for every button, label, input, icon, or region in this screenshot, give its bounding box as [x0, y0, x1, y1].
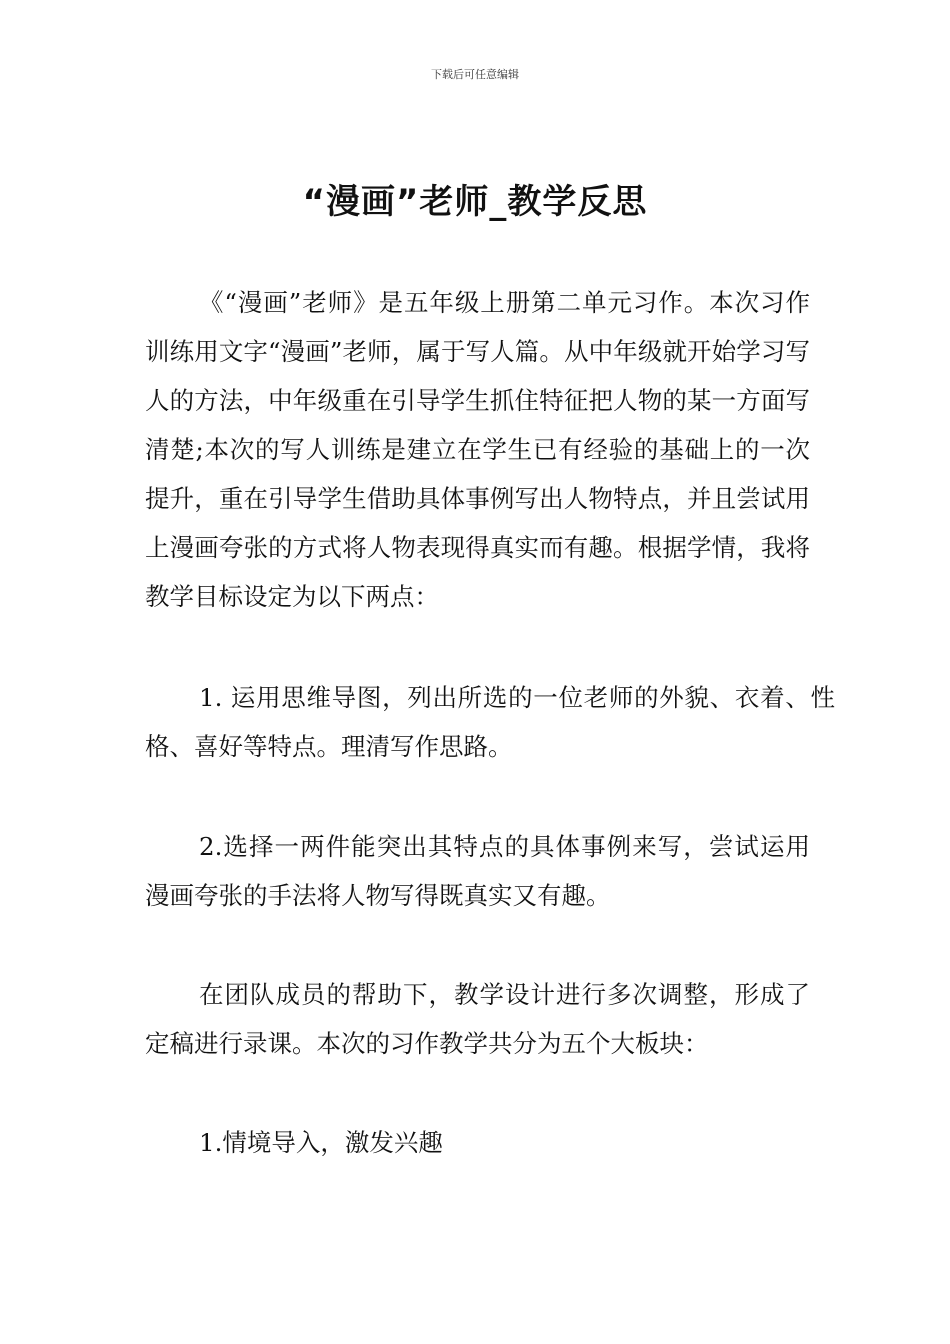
document-title: “漫画”老师_教学反思	[302, 182, 648, 222]
page-header-note: 下载后可任意编辑	[431, 68, 519, 81]
paragraph-design: 在团队成员的帮助下，教学设计进行多次调整，形成了定稿进行录课。本次的习作教学共分为五个大板块：	[145, 980, 810, 1058]
paragraph-section-1: 1.情境导入，激发兴趣	[199, 1128, 443, 1157]
paragraph-intro: 《“漫画”老师》是五年级上册第二单元习作。本次习作训练用文字“漫画”老师，属于写人篇。从中年级就开始学习写人的方法，中年级重在引导学生抓住特征把人物的某一方面写清楚;本次的写人训练是建立在学生已有经验的基础上的一次提升，重在引导学生借助具体事例写出人物特点，并且尝试用上漫画夸张的方式将人物表现得真实而有趣。根据学情，我将教学目标设定为以下两点：	[145, 288, 810, 611]
paragraph-goal-2: 2.选择一两件能突出其特点的具体事例来写，尝试运用漫画夸张的手法将人物写得既真实又有趣。	[145, 832, 810, 910]
paragraph-goal-1: 1. 运用思维导图，列出所选的一位老师的外貌、衣着、性格、喜好等特点。理清写作思路。	[145, 683, 835, 761]
